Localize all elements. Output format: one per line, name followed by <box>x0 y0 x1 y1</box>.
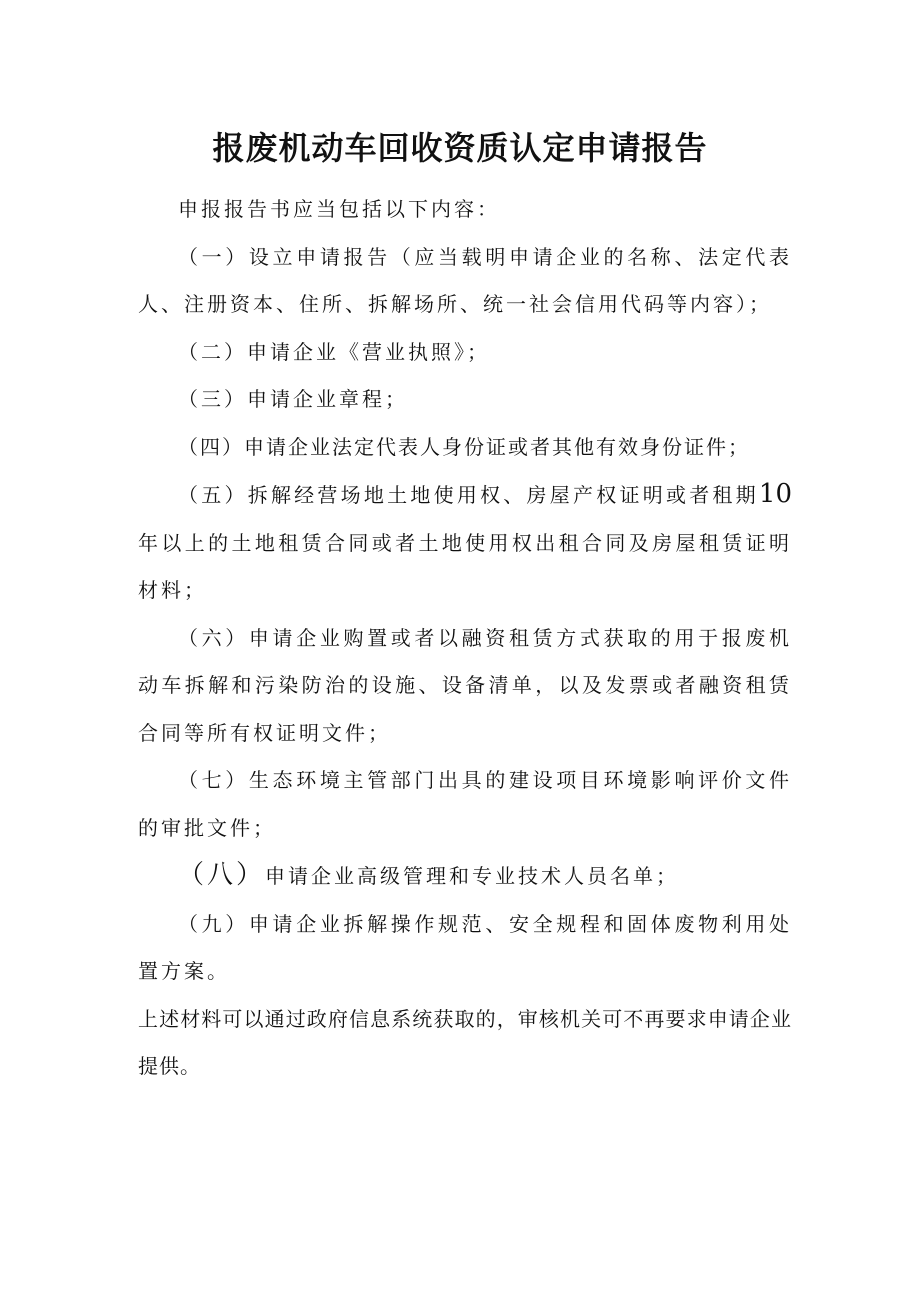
item-5-number: 10 <box>758 479 792 509</box>
item-7: （七）生态环境主管部门出具的建设项目环境影响评价文件的审批文件； <box>138 768 792 840</box>
document-body <box>138 186 792 1091</box>
item-9: （九）申请企业拆解操作规范、安全规程和固体废物利用处置方案。 <box>138 911 792 983</box>
item-1: （一）设立申请报告（应当载明申请企业的名称、法定代表人、注册资本、住所、拆解场所、统一社会信用代码等内容）； <box>138 244 792 316</box>
item-5-before: （五）拆解经营场地土地使用权、房屋产权证明或者租期 <box>178 483 759 507</box>
item-8-label: （八） <box>178 860 266 890</box>
closing-paragraph: 上述材料可以通过政府信息系统获取的，审核机关可不再要求申请企业提供。 <box>138 1006 792 1078</box>
item-8-text: 申请企业高级管理和专业技术人员名单； <box>265 864 680 888</box>
intro-paragraph: 申报报告书应当包括以下内容： <box>178 197 500 221</box>
item-4: （四）申请企业法定代表人身份证或者其他有效身份证件； <box>178 434 750 459</box>
item-2: （二）申请企业《营业执照》； <box>178 339 490 364</box>
item-3: （三）申请企业章程； <box>178 387 408 411</box>
item-5 <box>138 471 792 615</box>
item-6: （六）申请企业购置或者以融资租赁方式获取的用于报废机动车拆解和污染防治的设施、设备清单，以及发票或者融资租赁合同等所有权证明文件； <box>138 625 792 745</box>
item-5-after: 年以上的土地租赁合同或者土地使用权出租合同及房屋租赁证明材料； <box>138 530 792 602</box>
document-title: 报废机动车回收资质认定申请报告 <box>212 129 708 167</box>
item-8 <box>138 852 792 901</box>
